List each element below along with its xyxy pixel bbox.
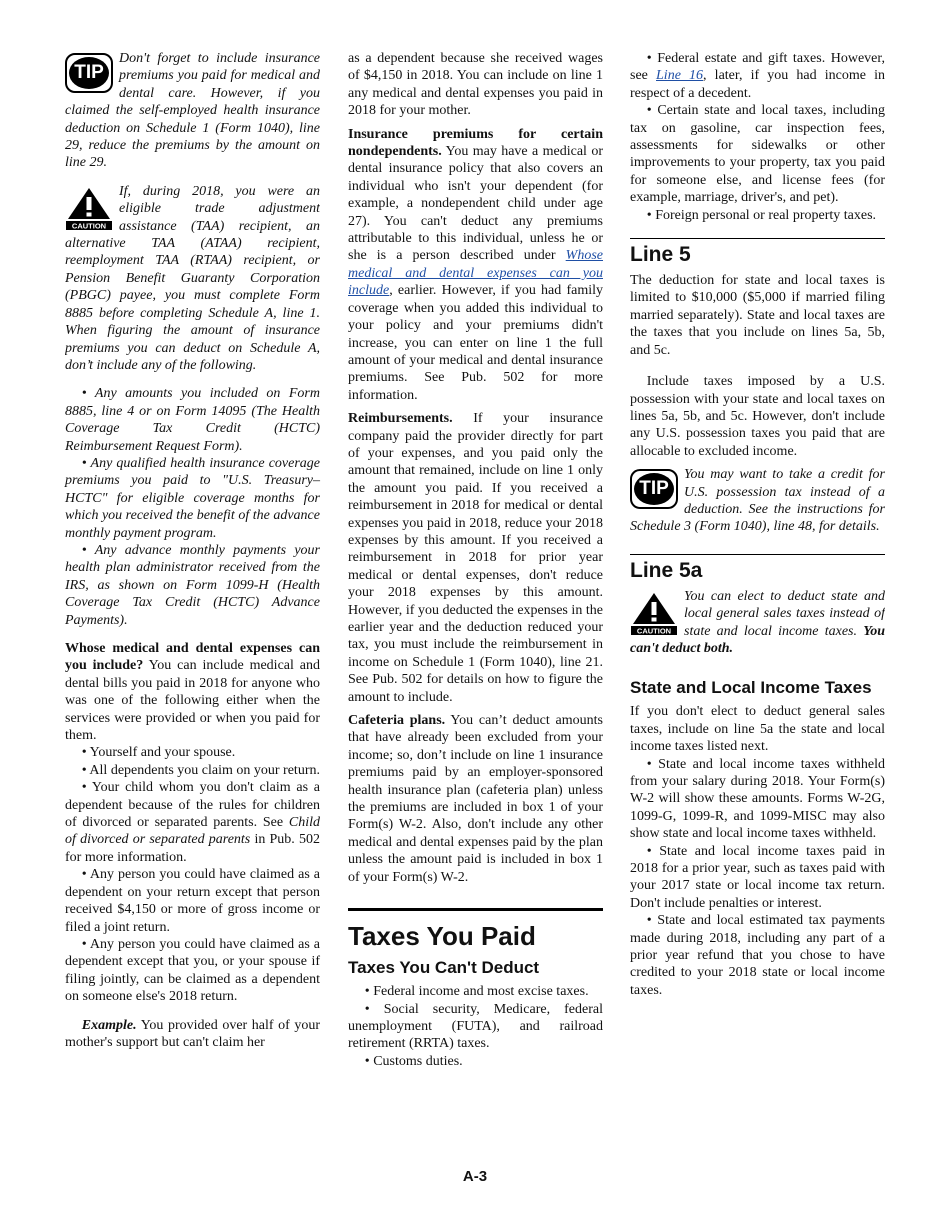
svg-text:CAUTION: CAUTION <box>71 221 107 230</box>
caution-bullet-2: • Any qualified health insurance coverage premiums you paid to "U.S. Treasury–HCTC" for eligible coverage months for which you received the benefit of the advance monthly payment program. <box>65 455 320 541</box>
caution-icon <box>65 186 113 230</box>
deduct-bullet-2: • Certain state and local taxes, including tax on gasoline, car inspection fees, assessments for sidewalks or other improvements to your property, tax you paid for someone else, and license fees (for example, marriage, driver's, and pet). <box>630 103 885 206</box>
tip-icon: TIP <box>630 469 678 509</box>
state-local-income-heading: State and Local Income Taxes <box>630 678 872 698</box>
deduct-bullet-1: • Federal estate and gift taxes. However, see Line 16, later, if you had income in respect of a decedent. <box>630 51 886 101</box>
cant-bullet-2: • Social security, Medicare, federal unemployment (FUTA), and railroad retirement (RRTA) taxes. <box>348 1001 603 1052</box>
whose-bullet-2: • All dependents you claim on your return. <box>81 762 320 778</box>
reimbursements-paragraph: Reimbursements. If your insurance company paid the provider directly for part of your expenses, and you paid only the amount that remained, include on line 1 only the amount you paid. If you received a reimbursement in 2018 for medical or dental expenses you paid in 2018, reduce your 2018 expenses by this amount. If you received a reimbursement in 2018 for prior year medical or dental expenses, don't reduce your 2018 expenses by this amount. However, if you deducted the expenses in the earlier year and the deduction reduced your tax, you must include the reimbursement in income on Schedule 1 (Form 1040), line 21. See Pub. 502 for details on how to figure the amount to include. <box>348 411 603 705</box>
cant-bullet-3: • Customs duties. <box>364 1053 463 1069</box>
deduct-bullet-3: • Foreign personal or real property taxes. <box>646 207 877 223</box>
line-5-tip-text: You may want to take a credit for U.S. possession tax instead of a deduction. See the instructions for Schedule 3 (Form 1040), line 48, for details. <box>630 467 885 535</box>
whose-bullet-1: • Yourself and your spouse. <box>81 745 236 761</box>
line-5-text: The deduction for state and local taxes is limited to $10,000 ($5,000 if married filing married separately). State and local taxes are the taxes that you include on lines 5a, 5b, and 5c. <box>630 273 885 358</box>
caution-icon <box>630 591 678 635</box>
whose-bullet-3: • Your child whom you don't claim as a dependent because of the rules for children of divorced or separated parents. See Child of divorced or separated parents in Pub. 502 for more information. <box>65 780 320 865</box>
whose-bullet-4: • Any person you could have claimed as a dependent on your return except that person received $4,150 or more of gross income or filed a joint return. <box>65 867 320 935</box>
insurance-paragraph: Insurance premiums for certain nondependents. You may have a medical or dental insurance policy that also covers an individual who isn't your dependent (for example, a nondependent child under age 27). You can't deduct any premiums attributable to this individual, unless he or she is a person described under Whose medical and dental expenses can you include, earlier. However, if you had family coverage when you added this individual to your policy and your premiums didn't increase, you can enter on line 1 the full amount of your medical and dental insurance premiums. See Pub. 502 for more information. <box>348 126 603 403</box>
column-3 <box>630 50 885 999</box>
line-5-tip-note <box>630 466 885 536</box>
taxes-cant-deduct-heading: Taxes You Can't Deduct <box>348 958 540 978</box>
sli-bullet-3: • State and local estimated tax payments made during 2018, including any part of a prior year refund that you chose to have credited to your 2018 state or local income taxes. <box>630 913 885 998</box>
whose-bullet-5: • Any person you could have claimed as a dependent except that you, or your spouse if filing jointly, can be claimed as a dependent on someone else's 2018 return. <box>65 936 320 1005</box>
taxes-you-paid-heading: Taxes You Paid <box>348 908 603 951</box>
whose-expenses-link[interactable]: Whose medical and dental expenses can you include <box>348 248 603 299</box>
caution-bullet-3: • Any advance monthly payments your health plan administrator received from the IRS, as shown on Form 1099-H (Health Coverage Tax Credit (HCTC) Advance Payments). <box>65 542 320 628</box>
column-2 <box>348 50 603 1070</box>
whose-heading: Whose medical and dental expenses can you include? <box>65 641 320 674</box>
line-5-heading: Line 5 <box>630 238 885 268</box>
caution-text: If, during 2018, you were an eligible trade adjustment assistance (TAA) recipient, an alternative TAA (ATAA) recipient, reemployment TAA (RTAA) recipient, or Pension Benefit Guaranty Corporation (PBGC) payee, you must complete Form 8885 before completing Schedule A, line 1. When figuring the amount of insurance premiums you can deduct on Schedule A, don’t include any of the following. <box>65 183 320 373</box>
line-5a-heading: Line 5a <box>630 554 885 584</box>
tip-icon: TIP <box>65 53 113 93</box>
tip-note <box>65 50 320 172</box>
line-16-link[interactable]: Line 16 <box>656 68 704 84</box>
state-local-income-text: If you don't elect to deduct general sales taxes, include on line 5a the state and local income taxes listed next. <box>630 704 885 755</box>
line-5a-caution-text: You can elect to deduct state and local general sales taxes instead of state and local income taxes. You can't deduct both. <box>630 588 885 656</box>
line-5-text-2: Include taxes imposed by a U.S. possession with your state and local taxes on lines 5a, 5b, and 5c. However, don't include any U.S. possession taxes you paid that are allocable to excluded income. <box>630 374 885 459</box>
example-paragraph: Example. You provided over half of your mother's support but can't claim her <box>65 1017 320 1050</box>
line-5a-caution-note <box>630 588 885 658</box>
caution-bullet-1: • Any amounts you included on Form 8885, line 4 or on Form 14095 (The Health Coverage Tax Credit (HCTC) Reimbursement Request Form). <box>65 386 320 454</box>
column-1 <box>65 50 320 1051</box>
sli-bullet-2: • State and local income taxes paid in 2018 for a prior year, such as taxes paid with your 2017 state or local income tax return. Don't include penalties or interest. <box>630 843 885 911</box>
cant-bullet-1: • Federal income and most excise taxes. <box>364 984 589 1000</box>
continued-text: as a dependent because she received wages of $4,150 in 2018. You can include on line 1 any medical and dental expenses you paid in 2018 for your mother. <box>348 51 603 119</box>
cafeteria-paragraph: Cafeteria plans. You can’t deduct amounts that have already been excluded from your income; so, don’t include on line 1 insurance premiums paid by an employer-sponsored health insurance plan (cafeteria plan) unless the premiums are included in box 1 of your Form(s) W-2. Also, don't include any other medical and dental expenses paid by the plan unless the amount paid is included in box 1 of your Form(s) W-2. <box>348 713 603 885</box>
whose-paragraph: Whose medical and dental expenses can you include? You can include medical and dental bills you paid in 2018 for anyone who was one of the following either when the services were provided or when you paid for them. <box>65 641 320 744</box>
page-number: A-3 <box>462 1168 488 1185</box>
tip-text: Don't forget to include insurance premiums you paid for medical and dental care. However, if you claimed the self-employed health insurance deduction on Schedule 1 (Form 1040), line 29, reduce the premiums by the amount on line 29. <box>65 51 320 171</box>
caution-note <box>65 183 320 374</box>
sli-bullet-1: • State and local income taxes withheld from your salary during 2018. Your Form(s) W-2 will show these amounts. Forms W-2G, 1099-G, 1099-R, and 1099-MISC may also show state and local income taxes withheld. <box>630 756 885 842</box>
svg-text:CAUTION: CAUTION <box>636 626 672 635</box>
